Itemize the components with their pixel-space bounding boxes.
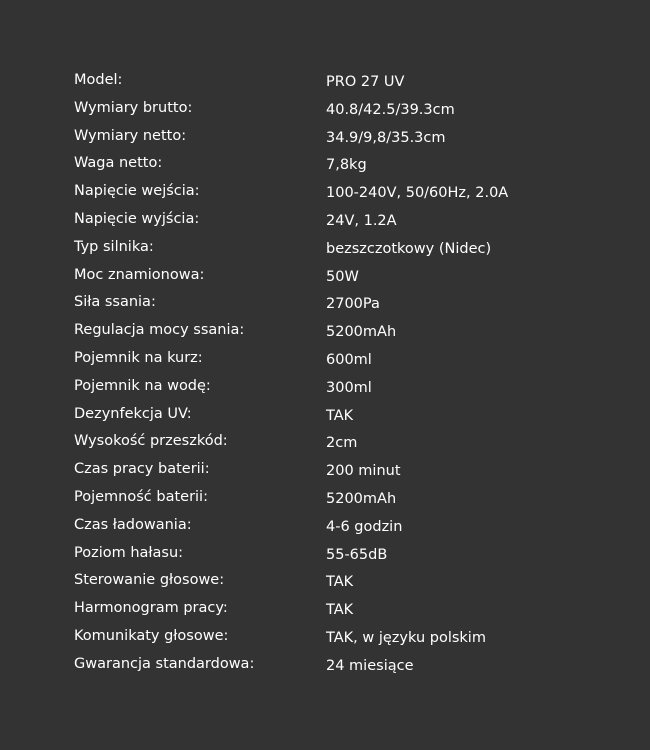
spec-row-water-container [74, 373, 594, 401]
spec-value: 50W [326, 268, 359, 285]
spec-value: 600ml [326, 351, 372, 368]
spec-label: Model: [74, 72, 123, 88]
spec-row-uv-disinfection [74, 401, 594, 429]
spec-label: Komunikaty głosowe: [74, 627, 229, 644]
spec-label: Napięcie wejścia: [74, 183, 200, 200]
spec-label: Siła ssania: [74, 294, 156, 311]
spec-row-battery-runtime [74, 456, 594, 484]
spec-row-input-voltage [74, 178, 594, 206]
spec-row-charging-time [74, 512, 594, 540]
spec-label: Czas pracy baterii: [74, 461, 210, 478]
spec-value: 4-6 godzin [326, 518, 403, 535]
spec-label: Gwarancja standardowa: [74, 655, 255, 672]
spec-value: 300ml [326, 379, 372, 396]
spec-value: 200 minut [326, 463, 401, 480]
spec-value: 2cm [326, 435, 358, 452]
spec-value: 24V, 1.2A [326, 212, 397, 229]
spec-label: Wymiary brutto: [74, 99, 193, 116]
spec-row-noise-level [74, 540, 594, 568]
spec-row-work-schedule [74, 595, 594, 623]
spec-row-net-dimensions [74, 123, 594, 151]
spec-row-net-weight [74, 150, 594, 178]
spec-label: Sterowanie głosowe: [74, 572, 225, 589]
spec-row-voice-control [74, 567, 594, 595]
spec-label: Poziom hałasu: [74, 544, 184, 561]
spec-row-rated-power [74, 262, 594, 290]
spec-row-warranty [74, 651, 594, 679]
spec-value: 40.8/42.5/39.3cm [326, 101, 455, 118]
spec-label: Wysokość przeszkód: [74, 433, 228, 450]
spec-row-gross-dimensions [74, 95, 594, 123]
spec-table [74, 67, 594, 679]
spec-value: TAK, w języku polskim [326, 629, 486, 646]
spec-row-suction-power [74, 289, 594, 317]
spec-label: Dezynfekcja UV: [74, 405, 192, 422]
spec-value: 5200mAh [326, 324, 397, 341]
spec-value: 2700Pa [326, 296, 380, 313]
spec-value: 55-65dB [326, 546, 388, 563]
spec-label: Typ silnika: [74, 238, 154, 255]
spec-label: Regulacja mocy ssania: [74, 322, 245, 339]
spec-row-suction-adjustment [74, 317, 594, 345]
spec-value: TAK [326, 407, 354, 424]
spec-value: 100-240V, 50/60Hz, 2.0A [326, 185, 509, 202]
spec-label: Pojemnik na wodę: [74, 377, 211, 394]
spec-row-obstacle-height [74, 428, 594, 456]
spec-value: PRO 27 UV [326, 74, 405, 90]
spec-value: 24 miesiące [326, 657, 414, 674]
spec-value: 7,8kg [326, 157, 367, 174]
spec-label: Czas ładowania: [74, 516, 192, 533]
spec-label: Napięcie wyjścia: [74, 210, 200, 227]
spec-row-dust-container [74, 345, 594, 373]
spec-label: Pojemnik na kurz: [74, 349, 203, 366]
spec-label: Wymiary netto: [74, 127, 187, 144]
spec-label: Harmonogram pracy: [74, 600, 228, 617]
spec-row-battery-capacity [74, 484, 594, 512]
spec-row-voice-messages [74, 623, 594, 651]
spec-label: Pojemność baterii: [74, 488, 208, 505]
spec-value: 5200mAh [326, 490, 397, 507]
spec-label: Moc znamionowa: [74, 266, 205, 283]
spec-row-motor-type [74, 234, 594, 262]
spec-value: bezszczotkowy (Nidec) [326, 240, 492, 257]
spec-value: TAK [326, 602, 354, 619]
spec-value: 34.9/9,8/35.3cm [326, 129, 446, 146]
spec-label: Waga netto: [74, 155, 163, 172]
spec-value: TAK [326, 574, 354, 591]
spec-row-output-voltage [74, 206, 594, 234]
spec-row-model [74, 67, 594, 95]
